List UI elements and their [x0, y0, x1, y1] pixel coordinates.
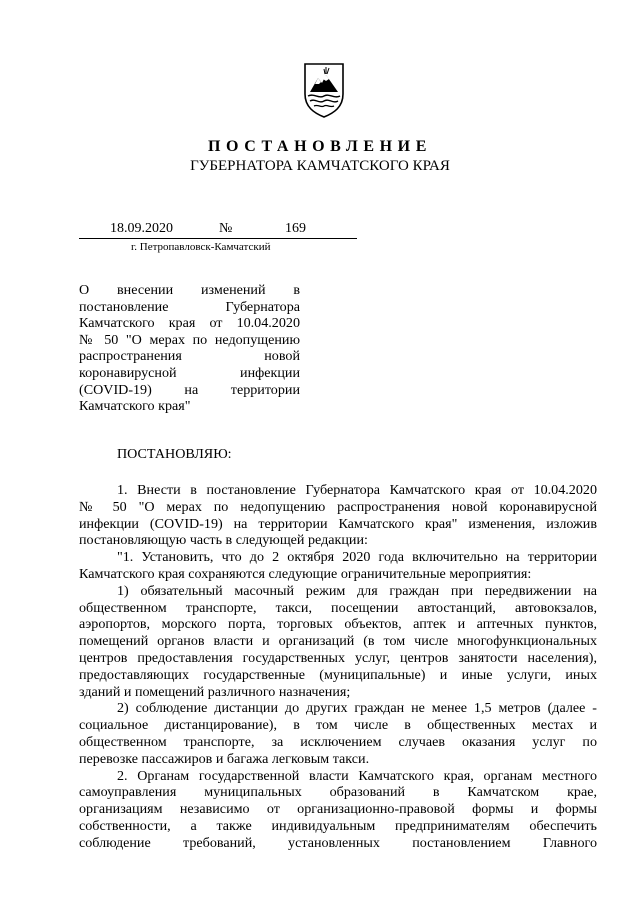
- number-sign: №: [219, 221, 233, 236]
- subject-line: коронавирусной инфекции: [79, 364, 300, 381]
- body-line: организациям независимо от организационно-правовой формы и формы: [79, 801, 597, 818]
- body-line: 1) обязательный масочный режим для граждан при передвижении на: [117, 582, 597, 599]
- subject-line: Камчатского края от 10.04.2020: [79, 315, 300, 332]
- document-title: ПОСТАНОВЛЕНИЕ: [208, 138, 432, 155]
- body-line: постановляющую часть в следующей редакции:: [79, 532, 368, 549]
- body-line: "1. Установить, что до 2 октября 2020 года включительно на территории: [117, 549, 597, 566]
- body-line: общественном транспорте, за исключением случаев оказания услуг по: [79, 733, 597, 750]
- document-subject: [79, 282, 300, 415]
- subject-line: постановление Губернатора: [79, 298, 300, 315]
- body-line: соблюдение требований, установленных постановлением Главного: [79, 834, 597, 851]
- body-line: Камчатского края сохраняются следующие ограничительные мероприятия:: [79, 565, 532, 582]
- body-line: собственности, а также индивидуальным предпринимателям обеспечить: [79, 817, 597, 834]
- subject-line: (COVID-19) на территории: [79, 381, 300, 398]
- body-line: инфекции (COVID-19) на территории Камчатского края" изменения, изложив: [79, 515, 597, 532]
- document-date: 18.09.2020: [110, 221, 173, 236]
- body-line: помещений органов власти и организаций (в том числе многофункциональных: [79, 633, 597, 650]
- body-line: самоуправления муниципальных образований в Камчатском крае,: [79, 784, 597, 801]
- body-line: аэропортов, морского порта, торговых объектов, аптек и аптечных пунктов,: [79, 616, 597, 633]
- requisites-underline: [79, 238, 357, 239]
- subject-line: № 50 "О мерах по недопущению: [79, 331, 300, 348]
- kamchatka-emblem-icon: [302, 62, 346, 118]
- body-line: предоставляющих государственные (муниципальные) и иные услуги, иных: [79, 666, 597, 683]
- body-line: общественном транспорте, такси, посещении автостанций, автовокзалов,: [79, 599, 597, 616]
- subject-line: распространения новой: [79, 348, 300, 365]
- body-line: 2) соблюдение дистанции до других граждан не менее 1,5 метров (далее -: [117, 700, 597, 717]
- body-line: социальное дистанцирование), в том числе в общественных местах и: [79, 717, 597, 734]
- subject-line: О внесении изменений в: [79, 282, 300, 298]
- decree-word: ПОСТАНОВЛЯЮ:: [117, 446, 232, 462]
- body-line: зданий и помещений различного назначения;: [79, 683, 351, 700]
- document-subtitle: ГУБЕРНАТОРА КАМЧАТСКОГО КРАЯ: [190, 158, 450, 174]
- subject-line: Камчатского края": [79, 398, 191, 415]
- body-line: 2. Органам государственной власти Камчатского края, органам местного: [117, 767, 597, 784]
- body-line: перевозке пассажиров и багажа легковым такси.: [79, 750, 370, 767]
- document-number: 169: [285, 221, 306, 236]
- document-city: г. Петропавловск-Камчатский: [131, 241, 271, 253]
- body-line: 1. Внести в постановление Губернатора Камчатского края от 10.04.2020: [117, 482, 597, 498]
- body-line: № 50 "О мерах по недопущению распространения новой коронавирусной: [79, 498, 597, 515]
- body-line: центров предоставления государственных услуг, центров занятости населения),: [79, 649, 597, 666]
- document-body: [79, 482, 597, 852]
